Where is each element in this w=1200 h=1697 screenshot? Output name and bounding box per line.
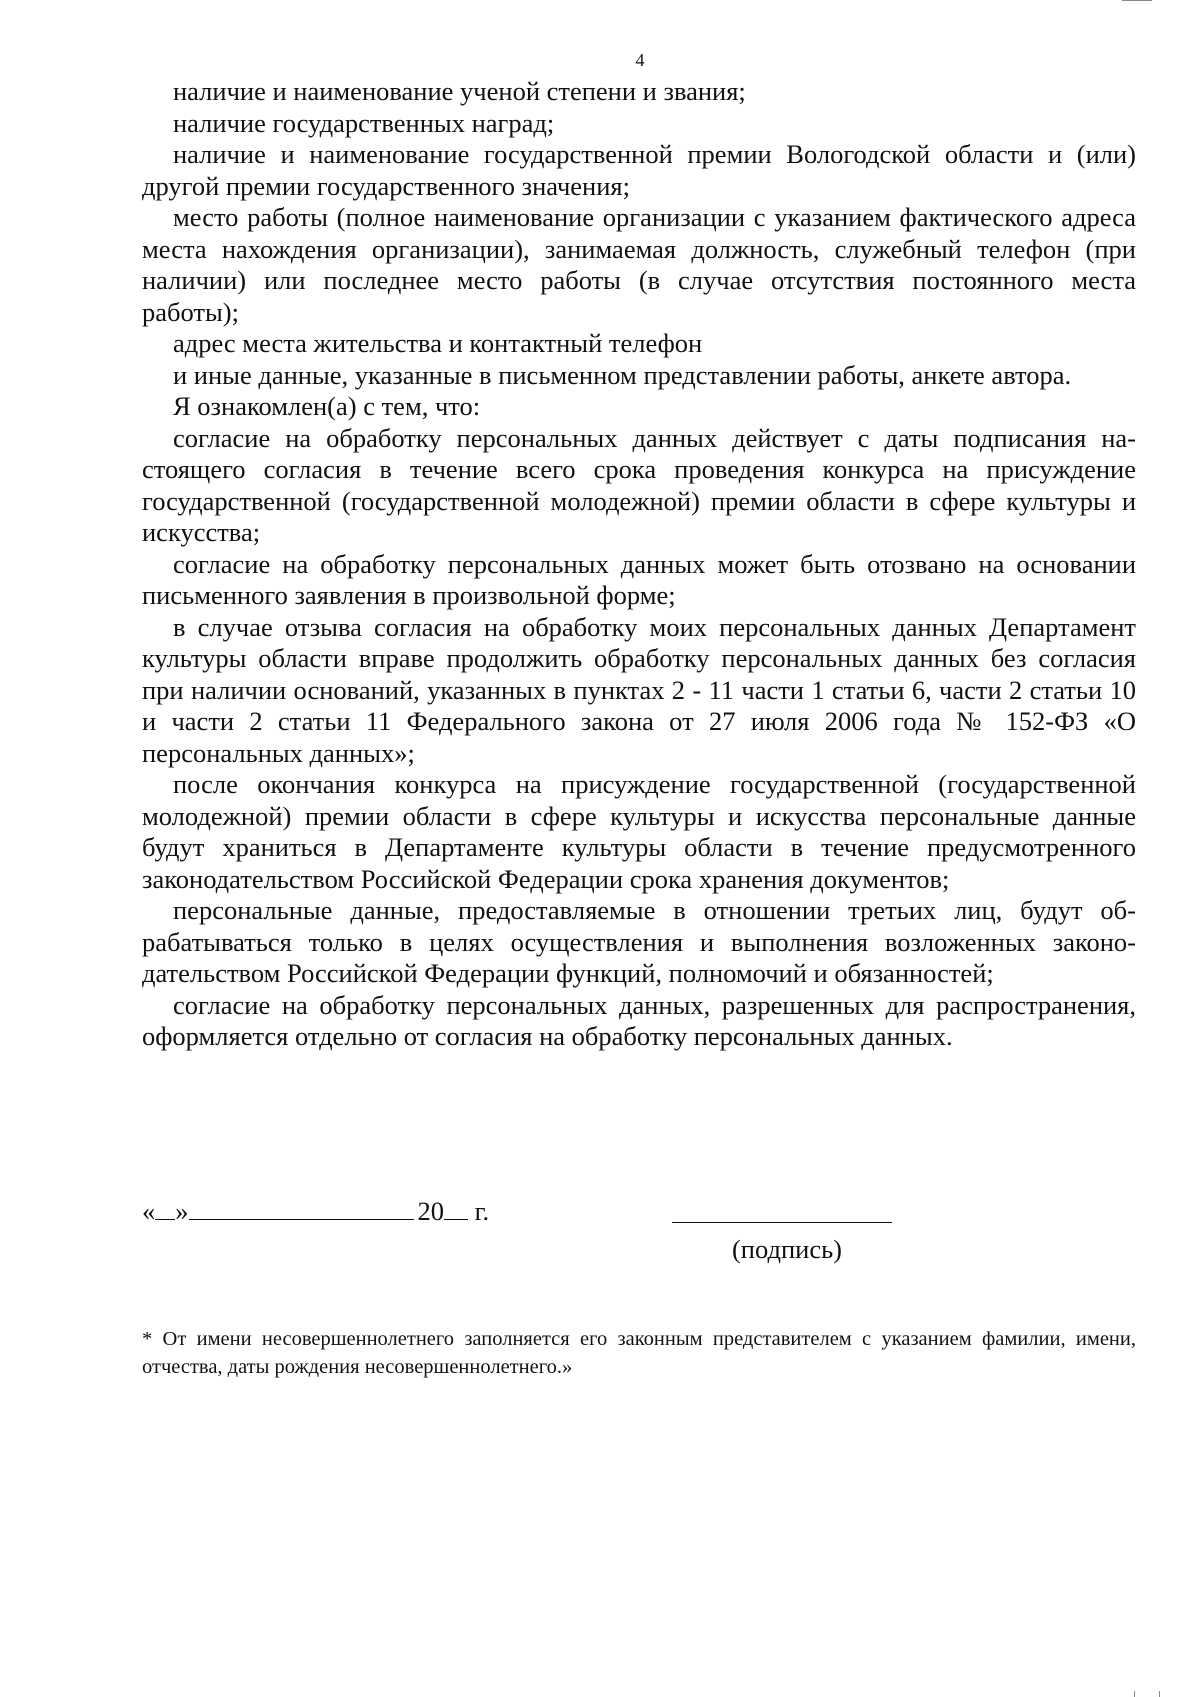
quote-close: »: [175, 1196, 189, 1226]
scan-artifact-top: [1122, 0, 1152, 5]
paragraph-consent-term: согласие на обработку персональных данных действует с даты подписания настоящего согласия в течение всего срока проведения конкурса на присуждение государственной (государственной молодежной) премии области в сфере культуры и искусства;: [142, 422, 1136, 547]
month-blank: [189, 1197, 414, 1220]
year-blank: [444, 1197, 468, 1220]
consent-body: [142, 76, 1136, 1053]
year-suffix: г.: [474, 1196, 490, 1226]
paragraph-distribution-consent: согласие на обработку персональных данных, разрешенных для распространения, оформляется отдельно от согласия на обработку персональных данных.: [142, 989, 1136, 1051]
paragraph-consent-revocation: согласие на обработку персональных данных может быть отозвано на основании письменного заявления в произвольной форме;: [142, 548, 1136, 610]
paragraph-address: адрес места жительства и контактный телефон: [173, 328, 703, 358]
signature-block: [142, 1196, 1136, 1276]
paragraph-acknowledgement: Я ознакомлен(а) с тем, что:: [173, 391, 481, 421]
signature-line: [672, 1222, 892, 1223]
paragraph-awards: наличие государственных наград;: [173, 107, 555, 138]
signature-label: (подпись): [731, 1234, 842, 1264]
day-blank: [155, 1197, 175, 1220]
paragraph-other-data: и иные данные, указанные в письменном представлении работы, анкете автора.: [173, 359, 1072, 390]
paragraph-prize: наличие и наименование государственной премии Вологодской области и (или) другой премии государственного значения;: [142, 139, 1136, 201]
paragraph-third-parties: персональные данные, предоставляемые в отношении третьих лиц, будут обрабатываться только в целях осуществления и выполнения возложенных законодательством Российской Федерации функций, полномочий и обязанностей;: [142, 895, 1136, 988]
paragraph-workplace: место работы (полное наименование организации с указанием фактического адреса места нахождения организации), занимаемая должность, служебный телефон (при наличии) или последнее место работы (в случае отсутствия постоянного места работы);: [142, 202, 1136, 327]
scan-artifact-bottom: [1134, 1691, 1160, 1697]
paragraph-degree: наличие и наименование ученой степени и звания;: [173, 76, 746, 106]
paragraph-revocation-consequences: в случае отзыва согласия на обработку моих персональных данных Департамент культуры области вправе продолжить обработку персональных данных без согласия при наличии оснований, указанных в пунктах 2 - 11 части 1 статьи 6, части 2 статьи 10 и части 2 статьи 11 Федерального закона от 27 июля 2006 года № 152-ФЗ «О персональных данных»;: [142, 611, 1136, 768]
year-prefix: 20: [417, 1196, 444, 1226]
footnote: * От имени несовершеннолетнего заполняется его законным представителем с указанием фамилии, имени, отчества, даты рождения несовершеннолетнего.»: [142, 1328, 1136, 1378]
quote-open: «: [142, 1196, 156, 1226]
date-field: [142, 1196, 489, 1226]
page-number: 4: [635, 50, 645, 70]
paragraph-data-storage: после окончания конкурса на присуждение государственной (государственной молодежной) премии области в сфере культуры и искусства персональные данные будут храниться в Департаменте культуры области в течение предусмотренного законодательством Российской Федерации срока хранения документов;: [142, 769, 1136, 894]
